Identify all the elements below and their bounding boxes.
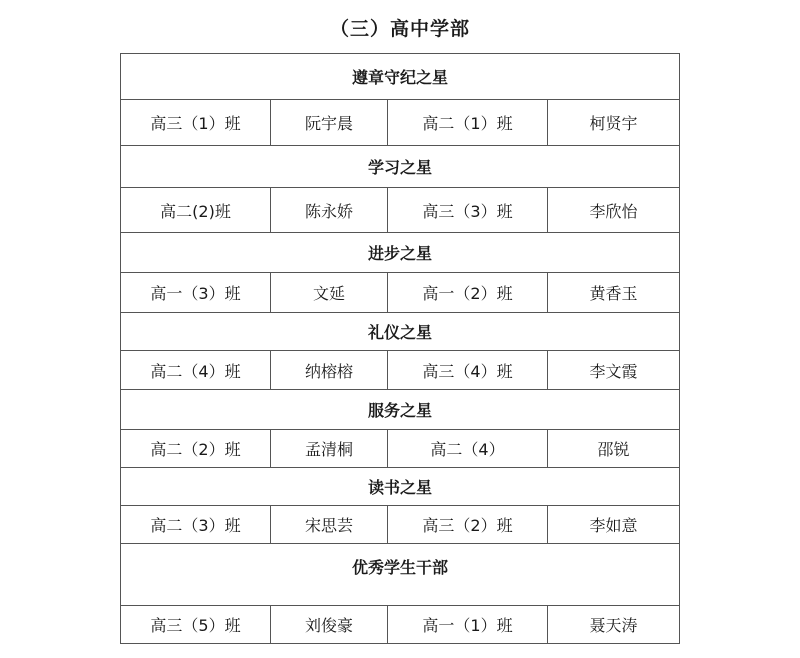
class-cell: 高三（4）班 (388, 351, 548, 390)
class-cell: 高二（1）班 (388, 100, 548, 146)
table-row (121, 430, 680, 468)
class-cell: 高二（3）班 (121, 506, 271, 544)
student-name-cell: 纳榕榕 (271, 351, 388, 390)
category-title: 遵章守纪之星 (121, 54, 680, 100)
student-name-cell: 宋思芸 (271, 506, 388, 544)
student-name-cell: 邵锐 (548, 430, 680, 468)
class-cell: 高一（3）班 (121, 273, 271, 313)
student-name-cell: 陈永娇 (271, 188, 388, 233)
class-cell: 高三（1）班 (121, 100, 271, 146)
class-cell: 高一（1）班 (388, 606, 548, 644)
table-row (121, 273, 680, 313)
table-row (121, 100, 680, 146)
class-cell: 高三（2）班 (388, 506, 548, 544)
category-title: 进步之星 (121, 233, 680, 273)
student-name-cell: 刘俊豪 (271, 606, 388, 644)
category-title: 礼仪之星 (121, 313, 680, 351)
category-row (121, 233, 680, 273)
student-name-cell: 李欣怡 (548, 188, 680, 233)
category-title: 服务之星 (121, 390, 680, 430)
class-cell: 高二（4） (388, 430, 548, 468)
table-row (121, 188, 680, 233)
category-title: 读书之星 (121, 468, 680, 506)
class-cell: 高三（3）班 (388, 188, 548, 233)
category-row (121, 146, 680, 188)
category-row (121, 313, 680, 351)
category-row (121, 468, 680, 506)
category-title: 优秀学生干部 (121, 544, 680, 606)
student-name-cell: 孟清桐 (271, 430, 388, 468)
student-name-cell: 阮宇晨 (271, 100, 388, 146)
class-cell: 高三（5）班 (121, 606, 271, 644)
student-name-cell: 黄香玉 (548, 273, 680, 313)
class-cell: 高二(2)班 (121, 188, 271, 233)
page-title: （三）高中学部 (329, 18, 470, 40)
table-row (121, 506, 680, 544)
class-cell: 高二（4）班 (121, 351, 271, 390)
table-row (121, 351, 680, 390)
student-name-cell: 文延 (271, 273, 388, 313)
student-name-cell: 李如意 (548, 506, 680, 544)
student-name-cell: 聂天涛 (548, 606, 680, 644)
class-cell: 高一（2）班 (388, 273, 548, 313)
awards-table (120, 53, 680, 644)
category-title: 学习之星 (121, 146, 680, 188)
class-cell: 高二（2）班 (121, 430, 271, 468)
student-name-cell: 李文霞 (548, 351, 680, 390)
category-row (121, 390, 680, 430)
category-row (121, 544, 680, 606)
table-row (121, 606, 680, 644)
category-row (121, 54, 680, 100)
student-name-cell: 柯贤宇 (548, 100, 680, 146)
